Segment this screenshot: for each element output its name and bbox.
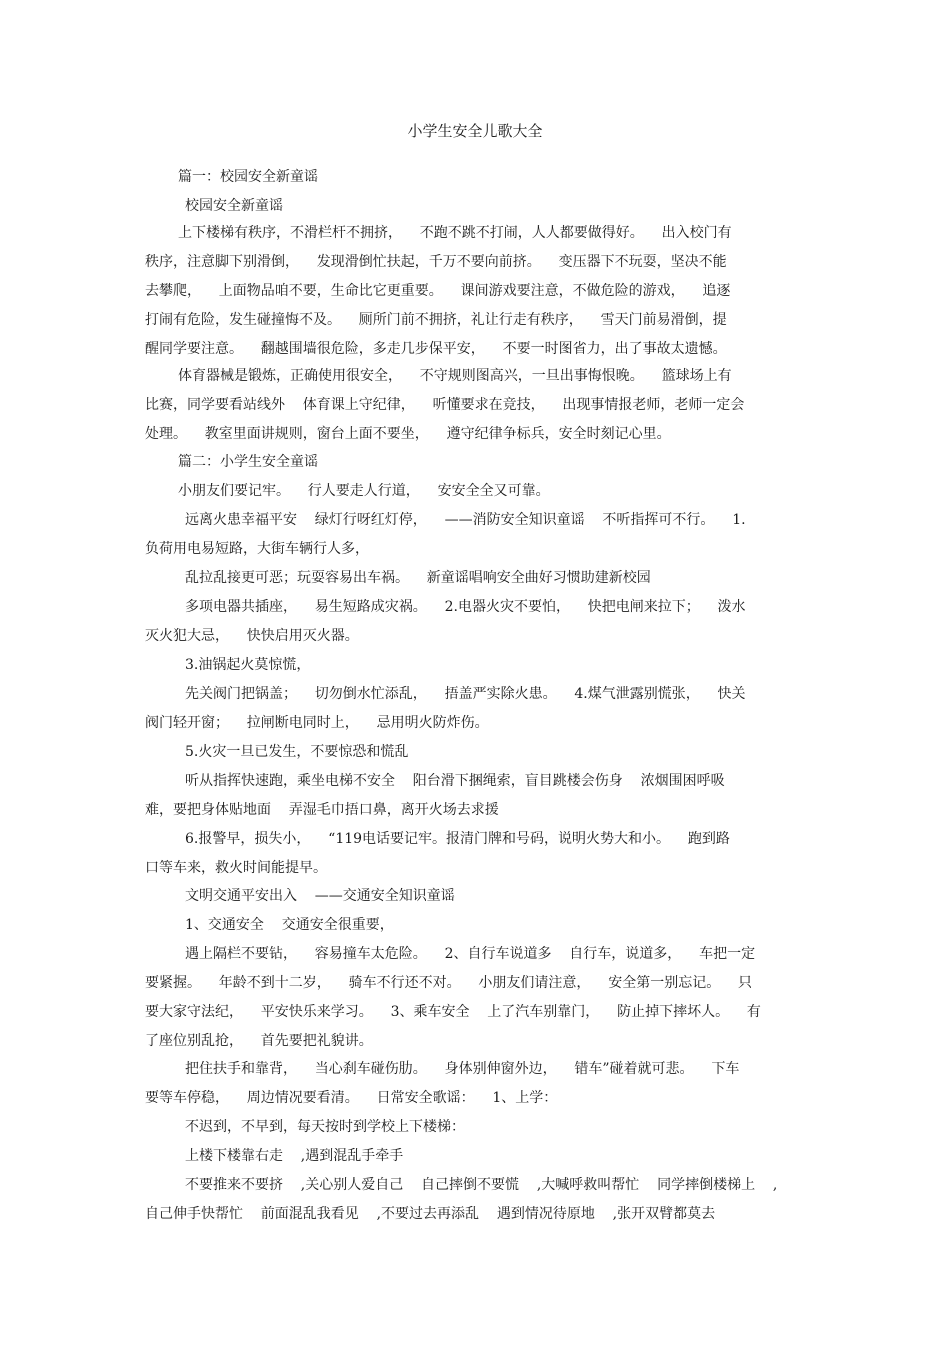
text-line: 篇二：小学生安全童谣 [178, 454, 318, 470]
text-line: 听从指挥快速跑，乘坐电梯不安全 阳台滑下捆绳索，盲目跳楼会伤身 浓烟围困呼吸 [185, 773, 725, 789]
text-line: 要紧握。 年龄不到十二岁， 骑车不行还不对。 小朋友们请注意， 安全第一别忘记。 只 [145, 975, 753, 991]
text-line: 把住扶手和靠背， 当心刹车碰伤肋。 身体别伸窗外边， 错车”碰着就可悲。 下车 [185, 1061, 740, 1077]
heading-part-2 [178, 448, 838, 477]
text-line: 遇上隔栏不要钻， 容易撞车太危险。 2、自行车说道多 自行车，说道多， 车把一定 [185, 946, 756, 962]
text-line: 1、交通安全 交通安全很重要， [185, 917, 394, 933]
text-line: 6.报警早，损失小， “119电话要记牢。报清门牌和号码，说明火势大和小。 跑到路 [185, 831, 730, 847]
paragraph-call-119 [145, 825, 805, 883]
text-line: 要等车停稳， 周边情况要看清。 日常安全歌谣： 1、上学： [145, 1090, 558, 1106]
paragraph-riding [145, 1055, 805, 1113]
paragraph-wiring [185, 564, 845, 593]
paragraph-campus-2 [145, 362, 805, 449]
text-line: 不迟到，不早到，每天按时到学校上下楼梯： [185, 1119, 465, 1135]
text-line: 上下楼梯有秩序，不滑栏杆不拥挤， 不跑不跳不打闹，人人都要做得好。 出入校门有 [178, 225, 732, 241]
text-line: 难，要把身体贴地面 弄湿毛巾捂口鼻，离开火场去求援 [145, 802, 499, 818]
text-line: 上楼下楼靠右走 ,遇到混乱手牵手 [185, 1148, 404, 1164]
text-line: 文明交通平安出入 ——交通安全知识童谣 [185, 888, 455, 904]
heading-traffic [185, 882, 845, 911]
paragraph-gas-leak [145, 680, 805, 738]
text-line: 先关阀门把锅盖； 切勿倒水忙添乱， 捂盖严实除火患。 4.煤气泄露别慌张， 快关 [185, 686, 746, 702]
text-line: 醒同学要注意。 翻越围墙很危险，多走几步保平安， 不要一时图省力，出了事故太遗憾。 [145, 341, 727, 357]
text-line: 不要推来不要挤 ,关心别人爱自己 自己摔倒不要慌 ,大喊呼救叫帮忙 同学摔倒楼梯上 , [185, 1177, 778, 1193]
subheading-campus [185, 192, 845, 221]
paragraph-stairs [185, 1142, 845, 1171]
text-line: 秩序，注意脚下别滑倒， 发现滑倒忙扶起，千万不要向前挤。 变压器下不玩耍，坚决不能 [145, 254, 727, 270]
paragraph-campus-1 [145, 219, 805, 364]
text-line: 体育器械是锻炼，正确使用很安全， 不守规则图高兴，一旦出事悔恨晚。 篮球场上有 [178, 368, 732, 384]
paragraph-traffic-rules [145, 940, 805, 1056]
text-line: 了座位别乱抢， 首先要把礼貌讲。 [145, 1033, 373, 1049]
text-line: 3.油锅起火莫惊慌， [185, 657, 311, 673]
paragraph-electric-fire [145, 593, 805, 651]
text-line: 5.火灾一旦已发生，不要惊恐和慌乱 [185, 744, 409, 760]
text-line: 口等车来，救火时间能提早。 [145, 860, 327, 876]
text-line: 阀门轻开窗； 拉闸断电同时上， 忌用明火防炸伤。 [145, 715, 489, 731]
text-line: 自己伸手快帮忙 前面混乱我看见 ,不要过去再添乱 遇到情况待原地 ,张开双臂都莫去 [145, 1206, 716, 1222]
text-line: 多项电器共插座， 易生短路成灾祸。 2.电器火灾不要怕， 快把电闸来拉下； 泼水 [185, 599, 746, 615]
paragraph-no-pushing [145, 1171, 805, 1229]
text-line: 小朋友们要记牢。 行人要走人行道， 安安全全又可靠。 [178, 483, 550, 499]
text-line: 负荷用电易短路，大街车辆行人多， [145, 541, 369, 557]
text-line: 校园安全新童谣 [185, 198, 283, 214]
paragraph-fire-occurs [185, 738, 845, 767]
paragraph-children-remember [178, 477, 838, 506]
text-line: 比赛，同学要看站线外 体育课上守纪律， 听懂要求在竞技， 出现事情报老师，老师一定会 [145, 397, 745, 413]
text-line: 篇一：校园安全新童谣 [178, 169, 318, 185]
paragraph-evacuation [145, 767, 805, 825]
text-line: 打闹有危险，发生碰撞悔不及。 厕所门前不拥挤，礼让行走有秩序， 雪天门前易滑倒，提 [145, 312, 727, 328]
text-line: 远离火患幸福平安 绿灯行呀红灯停， ——消防安全知识童谣 不听指挥可不行。 1. [185, 512, 746, 528]
paragraph-school-time [185, 1113, 845, 1142]
text-line: 乱拉乱接更可恶；玩耍容易出车祸。 新童谣唱响安全曲好习惯助建新校园 [185, 570, 651, 586]
paragraph-wok-fire [185, 651, 845, 680]
heading-part-1 [178, 163, 838, 192]
paragraph-traffic-1 [185, 911, 845, 940]
document-title: 小学生安全儿歌大全 [407, 122, 543, 140]
text-line: 去攀爬， 上面物品咱不要，生命比它更重要。 课间游戏要注意，不做危险的游戏， 追逐 [145, 283, 731, 299]
text-line: 处理。 教室里面讲规则，窗台上面不要坐， 遵守纪律争标兵，安全时刻记心里。 [145, 426, 671, 442]
paragraph-fire-intro [145, 506, 805, 564]
text-line: 要大家守法纪， 平安快乐来学习。 3、乘车安全 上了汽车别靠门， 防止掉下摔坏人。 有 [145, 1004, 761, 1020]
text-line: 灭火犯大忌， 快快启用灭火器。 [145, 628, 359, 644]
